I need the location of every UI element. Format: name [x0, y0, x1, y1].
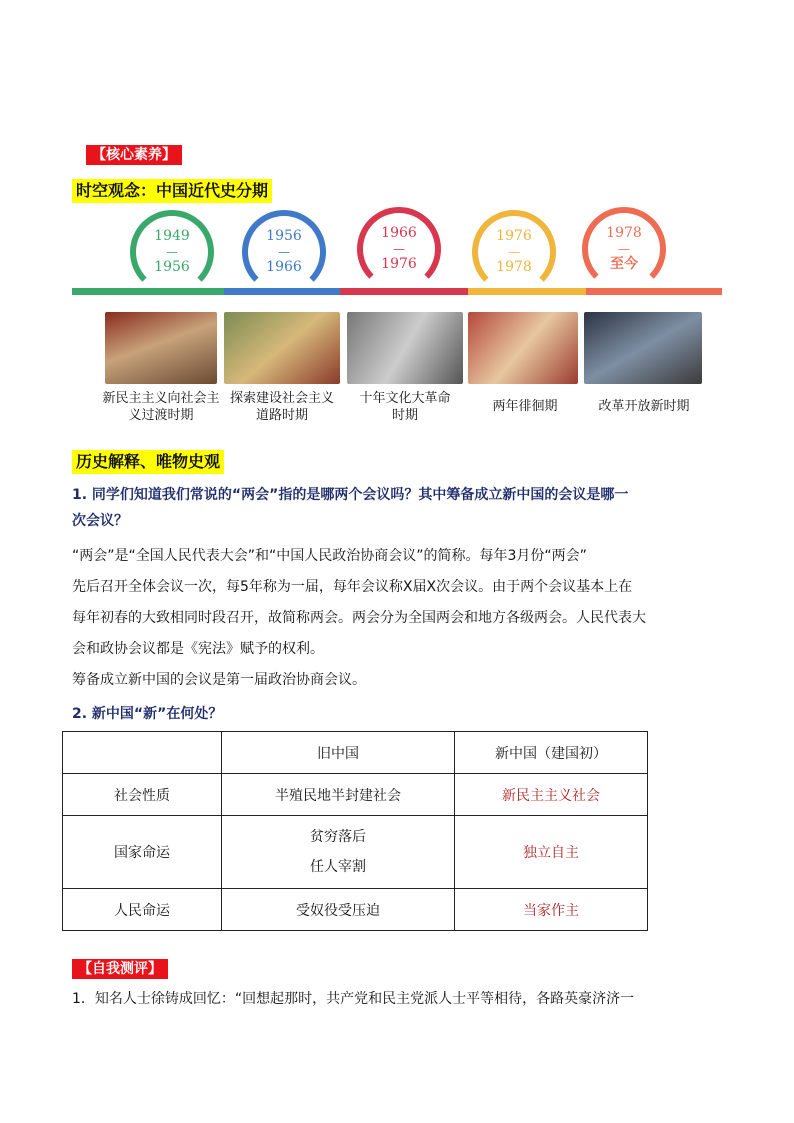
self-assessment-tag: 【自我测评】	[72, 959, 168, 979]
period-dash: —	[618, 242, 630, 256]
question-1	[72, 482, 732, 534]
photo-reform-opening	[584, 312, 702, 384]
new-china-cell: 新民主主义社会	[455, 774, 648, 816]
table-header-cell: 新中国（建国初）	[455, 732, 648, 774]
question-line: 1. 同学们知道我们常说的“两会”指的是哪两个会议吗？其中筹备成立新中国的会议是哪一	[72, 487, 629, 503]
photo-founding-ceremony	[105, 312, 217, 384]
period-dash: —	[508, 245, 520, 259]
period-start: 1976	[496, 228, 532, 244]
question-2: 2. 新中国“新”在何处？	[72, 706, 223, 722]
photo-cultural-revolution	[347, 312, 463, 384]
old-china-cell: 受奴役受压迫	[222, 889, 455, 931]
answer-line: 先后召开全体会议一次，每5年称为一届，每年会议称X届X次会议。由于两个会议基本上在	[72, 579, 633, 595]
period-end: 1976	[381, 256, 417, 272]
answer-line: 会和政协会议都是《宪法》赋予的权利。	[72, 641, 324, 657]
cell-line: 任人宰割	[310, 859, 366, 875]
period-caption-2	[220, 390, 344, 424]
caption-line: 道路时期	[255, 408, 308, 423]
period-start: 1966	[381, 225, 417, 241]
period-circle-2	[242, 210, 326, 294]
caption-line: 十年文化大革命	[359, 391, 451, 406]
photo-two-year-hesitation	[468, 312, 578, 384]
caption-line: 义过渡时期	[128, 408, 194, 423]
assessment-question-1: 1．知名人士徐铸成回忆：“回想起那时，共产党和民主党派人士平等相待，各路英豪济济一	[72, 991, 635, 1007]
period-end: 至今	[610, 256, 638, 272]
answer-line: 筹备成立新中国的会议是第一届政治协商会议。	[72, 672, 366, 688]
table-row	[63, 889, 648, 931]
table-header-row	[63, 732, 648, 774]
table-header-cell: 旧中国	[222, 732, 455, 774]
section-title-timeline: 时空观念：中国近代史分期	[72, 179, 272, 203]
period-start: 1956	[266, 228, 302, 244]
caption-line: 时期	[391, 408, 418, 423]
core-literacy-tag: 【核心素养】	[86, 145, 182, 165]
timeline	[72, 210, 722, 305]
period-circle-3	[357, 207, 441, 291]
caption-line: 探索建设社会主义	[229, 391, 334, 406]
new-china-cell: 当家作主	[455, 889, 648, 931]
answer-line: 每年初春的大致相同时段召开，故简称两会。两会分为全国两会和地方各级两会。人民代表大	[72, 610, 646, 626]
photo-socialist-construction	[224, 312, 340, 384]
period-start: 1978	[606, 225, 642, 241]
cell-line: 贫穷落后	[310, 829, 366, 845]
period-circle-1	[130, 210, 214, 294]
caption-line: 两年徘徊期	[492, 399, 558, 414]
section-title-interpretation: 历史解释、唯物史观	[72, 450, 224, 474]
question-line: 次会议？	[72, 513, 128, 529]
table-header-cell	[63, 732, 222, 774]
table-row	[63, 816, 648, 889]
period-dash: —	[393, 242, 405, 256]
period-start: 1949	[154, 228, 190, 244]
old-china-cell	[222, 816, 455, 889]
period-circle-4	[472, 210, 556, 294]
period-end: 1978	[496, 259, 532, 275]
period-caption-1	[96, 390, 226, 424]
period-dash: —	[166, 245, 178, 259]
period-end: 1966	[266, 259, 302, 275]
timeline-arrow-5	[586, 288, 722, 295]
table-row	[63, 774, 648, 816]
period-caption-5	[584, 398, 704, 415]
comparison-table	[62, 731, 648, 931]
old-china-cell: 半殖民地半封建社会	[222, 774, 455, 816]
caption-line: 新民主主义向社会主	[102, 391, 220, 406]
answer-1	[72, 541, 728, 696]
caption-line: 改革开放新时期	[598, 399, 690, 414]
row-label: 国家命运	[63, 816, 222, 889]
period-end: 1956	[154, 259, 190, 275]
period-caption-3	[345, 390, 465, 424]
period-circle-5	[582, 207, 666, 291]
period-dash: —	[278, 245, 290, 259]
timeline-arrow-1	[72, 288, 224, 295]
row-label: 社会性质	[63, 774, 222, 816]
row-label: 人民命运	[63, 889, 222, 931]
new-china-cell: 独立自主	[455, 816, 648, 889]
period-caption-4	[470, 398, 580, 415]
answer-line: “两会”是“全国人民代表大会”和“中国人民政治协商会议”的简称。每年3月份“两会”	[72, 548, 587, 564]
